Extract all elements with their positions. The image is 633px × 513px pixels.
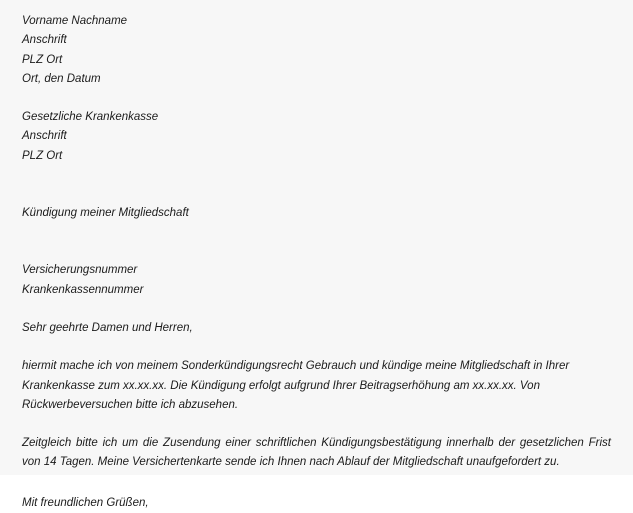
sender-address-block [22,12,611,89]
spacer-before-reference [22,242,611,261]
spacer-before-paragraph-1 [22,338,611,357]
closing-line: Mit freundlichen Grüßen, [22,496,149,509]
recipient-street: Anschrift [22,130,67,143]
sender-street: Anschrift [22,34,67,47]
place-and-date: Ort, den Datum [22,72,101,85]
subject-line: Kündigung meiner Mitgliedschaft [22,207,189,220]
paragraph-termination: hiermit mache ich von meinem Sonderkündigungsrecht Gebrauch und kündige meine Mitgliedschaft in Ihrer Krankenkasse zum xx.xx.xx. Die Kündigung erfolgt aufgrund Ihrer Beitragserhöhung am xx.xx.xx. Von Rückwerbeversuchen bitte ich abzusehen. [22,360,570,411]
spacer-before-subject [22,185,611,204]
reference-block [22,261,611,300]
recipient-name: Gesetzliche Krankenkasse [22,111,159,124]
spacer-after-sender [22,89,611,108]
salutation: Sehr geehrte Damen und Herren, [22,321,193,334]
paragraph-confirmation-request: Zeitgleich bitte ich um die Zusendung einer schriftlichen Kündigungsbestätigung innerhalb der gesetzlichen Frist von 14 Tagen. Meine Versichertenkarte sende ich Ihnen nach Ablauf der Mitgliedschaft unaufgefordert zu. [22,437,611,469]
sender-name: Vorname Nachname [22,15,128,27]
health-fund-number: Krankenkassennummer [22,283,144,296]
spacer-before-salutation [22,300,611,319]
letter-body [22,12,611,513]
recipient-address-block [22,108,611,166]
spacer-after-recipient [22,166,611,185]
spacer-between-paragraphs [22,415,611,434]
spacer-after-subject [22,223,611,242]
sender-city: PLZ Ort [22,53,63,66]
spacer-before-closing [22,473,611,492]
recipient-city: PLZ Ort [22,149,63,162]
insurance-number: Versicherungsnummer [22,264,138,277]
